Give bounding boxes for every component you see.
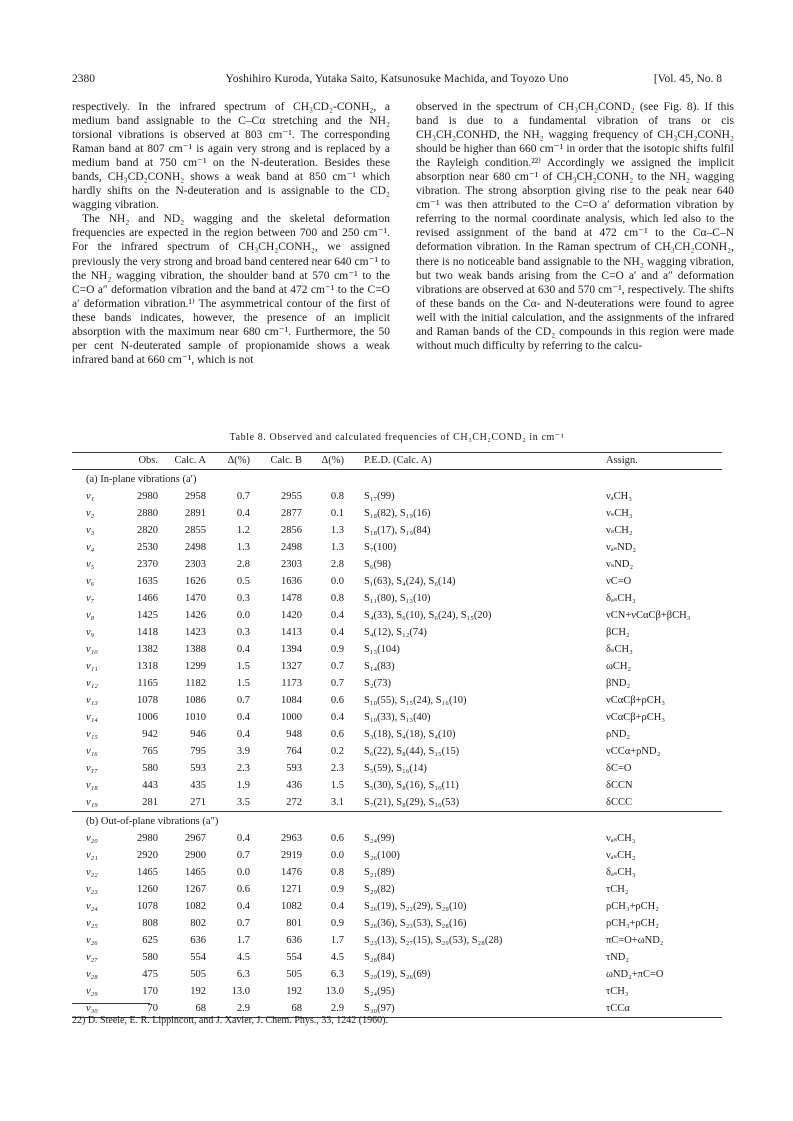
frequency-table: [72, 452, 722, 1018]
cell-assign: νₛCH₂: [606, 525, 633, 536]
cell-calc-a: 2303: [185, 559, 206, 570]
table-caption: Table 8. Observed and calculated frequencies of CH₃CH₂COND₂ in cm⁻¹: [229, 432, 565, 443]
cell-calc-b: 436: [286, 780, 302, 791]
cell-assign: ρND₂: [606, 729, 631, 740]
cell-calc-a: 2900: [185, 850, 206, 861]
cell-mode: ν₁₅: [86, 729, 98, 740]
cell-calc-b: 68: [252, 1000, 304, 1018]
cell-mode: ν₅: [86, 559, 95, 570]
col-header-assign: Assign.: [596, 453, 722, 470]
cell-calc-b: 2498: [281, 542, 302, 553]
cell-obs: 1165: [137, 678, 158, 689]
table-row: [72, 556, 722, 573]
cell-calc-a: 1426: [185, 610, 206, 621]
cell-obs: 1006: [137, 712, 158, 723]
cell-delta-b: 0.6: [330, 729, 344, 740]
cell-calc-b: 505: [286, 969, 302, 980]
cell-delta-b: 0.9: [330, 918, 344, 929]
table-row: [72, 573, 722, 590]
volume-info: [Vol. 45, No. 8: [653, 73, 722, 85]
cell-mode: ν₆: [86, 576, 95, 587]
table-header: [72, 453, 722, 470]
cell-delta-a: 2.3: [236, 763, 250, 774]
cell-mode: ν₉: [86, 627, 95, 638]
cell-calc-a: 2958: [185, 491, 206, 502]
cell-delta-b: 0.8: [330, 867, 344, 878]
cell-ped: S₁₇(99): [364, 491, 395, 502]
cell-mode: ν₄: [86, 542, 95, 553]
cell-calc-a: 1470: [185, 593, 206, 604]
cell-mode: ν₂₆: [86, 935, 98, 946]
cell-delta-a: 4.5: [236, 952, 250, 963]
cell-calc-a: 1423: [185, 627, 206, 638]
cell-assign: ρCH₃+ρCH₂: [606, 901, 659, 912]
table-row: [72, 864, 722, 881]
cell-obs: 2980: [137, 491, 158, 502]
running-header: [72, 73, 722, 89]
cell-obs: 281: [142, 797, 158, 808]
cell-calc-b: 2919: [281, 850, 302, 861]
cell-calc-b: 2856: [281, 525, 302, 536]
cell-delta-a: 3.5: [236, 797, 250, 808]
col-header-calc-b: Calc. B: [252, 453, 304, 470]
cell-mode: ν₂: [86, 508, 95, 519]
cell-calc-b: 1413: [281, 627, 302, 638]
cell-ped: S₄(12), S₁₂(74): [364, 627, 427, 638]
section-label: (a) In-plane vibrations (a′): [86, 473, 197, 485]
cell-obs: 1078: [137, 901, 158, 912]
cell-assign: νCN+νCαCβ+βCH₃: [606, 610, 691, 621]
table-row: [72, 709, 722, 726]
cell-delta-b: 0.4: [330, 610, 344, 621]
cell-delta-b: 1.3: [330, 525, 344, 536]
cell-calc-b: 1420: [281, 610, 302, 621]
cell-calc-a: 1082: [185, 901, 206, 912]
col-header-obs: Obs.: [116, 453, 160, 470]
cell-assign: δₐₛCH₃: [606, 867, 636, 878]
cell-calc-b: 2303: [281, 559, 302, 570]
cell-assign: νCCα+ρND₂: [606, 746, 661, 757]
cell-ped: S₁₈(82), S₁₉(16): [364, 508, 431, 519]
cell-calc-b: 1327: [281, 661, 302, 672]
right-paragraph-1: observed in the spectrum of CH₃CH₂COND₂ (see Fig. 8). If this band is due to a fundamental vibration of trans or cis CH₃CH₂CONHD, the NH₂ wagging frequency of CH₃CH₂CONH₂ should be higher than 660 cm⁻¹ in order that the isotopic shifts fulfil the Rayleigh condition.²²⁾ Accordingly we assigned the implicit absorption near 680 cm⁻¹ of CH₃CH₂CONH₂ to the NH₂ wagging vibration. The strong absorption giving rise to the peak near 640 cm⁻¹ was then attributed to the C=O a′ deformation vibration by referring to the normal coordinate analysis, which led also to the revised assignment of the band at 472 cm⁻¹ to the Cα–C–N deformation vibration. In the Raman spectrum of CH₃CH₂CONH₂, there is no noticeable band assignable to the NH₂ wagging vibration, but two weak bands arising from the C=O a′ and a″ deformation vibrations are observed at 630 and 570 cm⁻¹, respectively. The shifts of these bands on the Cα- and N-deuterations were found to agree well with the initial calculation, and the assignments of the infrared and Raman bands of the CD₂ compounds in this region were made without much difficulty by referring to the calcu-: [416, 101, 734, 352]
cell-calc-a: 1086: [185, 695, 206, 706]
cell-assign: νₐₛCH₂: [606, 850, 636, 861]
cell-assign: νₛND₂: [606, 559, 634, 570]
cell-calc-b: 1173: [281, 678, 302, 689]
col-header-ped: P.E.D. (Calc. A): [346, 453, 596, 470]
left-paragraph-1: respectively. In the infrared spectrum of CH₃CD₂-CONH₂, a medium band assignable to the C–Cα stretching and the NH₂ torsional vibrations is observed at 803 cm⁻¹. The corresponding Raman band at 807 cm⁻¹ is again very strong and is replaced by a medium band at 750 cm⁻¹ on the N-deuteration. Besides these bands, CH₃CD₂CONH₂ shows a weak band at 850 cm⁻¹ which hardly shifts on the N-deuteration and is assignable to the CD₂ wagging vibration.: [72, 101, 390, 212]
cell-mode: ν₁₃: [86, 695, 98, 706]
cell-delta-b: 0.8: [330, 593, 344, 604]
cell-obs: 1260: [137, 884, 158, 895]
cell-delta-a: 2.8: [236, 559, 250, 570]
section-label: (b) Out-of-plane vibrations (a″): [72, 812, 722, 831]
cell-mode: ν₁₀: [86, 644, 98, 655]
cell-delta-b: 0.0: [330, 576, 344, 587]
cell-mode: ν₃₀: [72, 1000, 116, 1018]
cell-calc-a: 946: [190, 729, 206, 740]
cell-calc-a: 271: [190, 797, 206, 808]
table-row: [72, 488, 722, 505]
cell-assign: νC=O: [606, 576, 632, 587]
cell-ped: S₂₃(13), S₂₇(15), S₂₉(53), S₂₈(28): [364, 935, 503, 946]
cell-ped: S₁₄(83): [364, 661, 395, 672]
cell-assign: πC=O+ωND₂: [606, 935, 664, 946]
cell-calc-a: 435: [190, 780, 206, 791]
cell-delta-a: 0.0: [236, 610, 250, 621]
cell-obs: 580: [142, 763, 158, 774]
cell-mode: ν₂₃: [86, 884, 98, 895]
section-in-plane: [72, 470, 722, 812]
table-row: [72, 777, 722, 794]
cell-mode: ν₃: [86, 525, 95, 536]
cell-calc-b: 636: [286, 935, 302, 946]
left-column: [72, 100, 390, 367]
cell-delta-b: 1.3: [330, 542, 344, 553]
cell-ped: S₁₀(55), S₁₅(24), S₁₆(10): [364, 695, 467, 706]
cell-delta-b: 3.1: [330, 797, 344, 808]
table-row: [72, 760, 722, 777]
cell-mode: ν₂₄: [86, 901, 98, 912]
table-row: [72, 726, 722, 743]
cell-assign: νₐₛND₂: [606, 542, 636, 553]
cell-calc-a: 795: [190, 746, 206, 757]
table-row: [72, 915, 722, 932]
cell-obs: 2880: [137, 508, 158, 519]
cell-mode: ν₁₄: [86, 712, 98, 723]
cell-ped: S₆(98): [364, 559, 391, 570]
cell-ped: S₂₆(36), S₂₃(53), S₂₈(16): [364, 918, 467, 929]
cell-calc-a: 593: [190, 763, 206, 774]
cell-calc-a: 505: [190, 969, 206, 980]
cell-delta-b: 2.3: [330, 763, 344, 774]
cell-obs: 625: [142, 935, 158, 946]
cell-delta-a: 0.7: [236, 850, 250, 861]
cell-ped: S₃₀(97): [346, 1000, 596, 1018]
table-row: [72, 830, 722, 847]
cell-delta-b: 0.8: [330, 491, 344, 502]
cell-obs: 2920: [137, 850, 158, 861]
cell-mode: ν₂₇: [86, 952, 98, 963]
cell-delta-a: 0.5: [236, 576, 250, 587]
cell-calc-b: 192: [286, 986, 302, 997]
cell-mode: ν₂₉: [86, 986, 98, 997]
cell-delta-b: 0.0: [330, 850, 344, 861]
cell-delta-b: 2.9: [304, 1000, 346, 1018]
cell-mode: ν₂₂: [86, 867, 98, 878]
cell-mode: ν₂₈: [86, 969, 98, 980]
cell-ped: S₇(21), S₈(29), S₁₆(53): [364, 797, 460, 808]
cell-assign: δC=O: [606, 763, 632, 774]
cell-delta-b: 0.4: [330, 712, 344, 723]
cell-delta-a: 3.9: [236, 746, 250, 757]
cell-obs: 765: [142, 746, 158, 757]
cell-delta-a: 0.4: [236, 712, 250, 723]
cell-obs: 2370: [137, 559, 158, 570]
cell-ped: S₆(22), S₈(44), S₁₅(15): [364, 746, 460, 757]
cell-calc-b: 272: [286, 797, 302, 808]
cell-ped: S₂₄(95): [364, 986, 395, 997]
table-row: [72, 932, 722, 949]
cell-calc-b: 764: [286, 746, 302, 757]
cell-calc-a: 636: [190, 935, 206, 946]
cell-delta-b: 0.9: [330, 644, 344, 655]
cell-assign: νₐₛCH₃: [606, 833, 636, 844]
cell-delta-b: 0.7: [330, 661, 344, 672]
cell-obs: 1418: [137, 627, 158, 638]
cell-assign: νₛCH₃: [606, 508, 633, 519]
cell-calc-a: 554: [190, 952, 206, 963]
table-row: [72, 743, 722, 760]
table-row: [72, 624, 722, 641]
cell-calc-b: 1394: [281, 644, 302, 655]
cell-delta-a: 1.7: [236, 935, 250, 946]
table-row: [72, 898, 722, 915]
cell-assign: νₐCH₃: [606, 491, 632, 502]
cell-delta-b: 4.5: [330, 952, 344, 963]
cell-calc-a: 2855: [185, 525, 206, 536]
cell-obs: 2820: [137, 525, 158, 536]
cell-ped: S₂₄(99): [364, 833, 395, 844]
cell-assign: δCCN: [606, 780, 633, 791]
table-row: [72, 983, 722, 1000]
cell-ped: S₁(63), S₄(24), S₆(14): [364, 576, 456, 587]
cell-ped: S₁₈(17), S₁₉(84): [364, 525, 431, 536]
footnote: 22) D. Steele, E. R. Lippincott, and J. Xavier, J. Chem. Phys., 33, 1242 (1960).: [72, 1015, 388, 1026]
cell-obs: 2980: [137, 833, 158, 844]
col-header-calc-a: Calc. A: [160, 453, 208, 470]
cell-assign: βCH₂: [606, 627, 630, 638]
cell-calc-a: 1465: [185, 867, 206, 878]
footnote-rule: [72, 1003, 150, 1004]
cell-calc-a: 192: [190, 986, 206, 997]
right-column: [416, 100, 734, 353]
cell-calc-a: 1299: [185, 661, 206, 672]
cell-calc-b: 948: [286, 729, 302, 740]
cell-calc-b: 2877: [281, 508, 302, 519]
cell-delta-b: 0.6: [330, 695, 344, 706]
cell-calc-b: 1476: [281, 867, 302, 878]
cell-obs: 580: [142, 952, 158, 963]
cell-delta-a: 0.0: [236, 867, 250, 878]
cell-delta-b: 1.7: [330, 935, 344, 946]
cell-calc-a: 1388: [185, 644, 206, 655]
table-row: [72, 522, 722, 539]
cell-ped: S₂₉(82): [364, 884, 395, 895]
cell-obs: 170: [142, 986, 158, 997]
cell-calc-b: 2955: [281, 491, 302, 502]
cell-mode: ν₁₆: [86, 746, 98, 757]
cell-delta-a: 0.4: [236, 901, 250, 912]
table-row: [72, 607, 722, 624]
cell-delta-a: 1.2: [236, 525, 250, 536]
table-row: [72, 505, 722, 522]
page-number: 2380: [72, 73, 95, 85]
cell-ped: S₁₁(80), S₁₃(10): [364, 593, 431, 604]
cell-delta-b: 1.5: [330, 780, 344, 791]
cell-mode: ν₈: [86, 610, 95, 621]
cell-delta-a: 2.9: [208, 1000, 252, 1018]
cell-delta-a: 0.7: [236, 491, 250, 502]
cell-ped: S₇(100): [364, 542, 397, 553]
cell-ped: S₁₃(104): [364, 644, 400, 655]
cell-mode: ν₁₇: [86, 763, 98, 774]
cell-delta-b: 0.1: [330, 508, 344, 519]
cell-assign: τND₂: [606, 952, 630, 963]
cell-calc-b: 1084: [281, 695, 302, 706]
cell-calc-b: 2963: [281, 833, 302, 844]
cell-delta-a: 0.4: [236, 729, 250, 740]
cell-mode: ν₁₂: [86, 678, 98, 689]
cell-assign: δₐₛCH₃: [606, 593, 636, 604]
cell-calc-a: 802: [190, 918, 206, 929]
cell-obs: 475: [142, 969, 158, 980]
cell-delta-a: 1.9: [236, 780, 250, 791]
cell-calc-b: 1082: [281, 901, 302, 912]
cell-calc-b: 1636: [281, 576, 302, 587]
table-row: [72, 590, 722, 607]
cell-obs: 1078: [137, 695, 158, 706]
cell-assign: δCCC: [606, 797, 632, 808]
cell-calc-b: 554: [286, 952, 302, 963]
cell-ped: S₁₀(33), S₁₃(40): [364, 712, 431, 723]
cell-calc-b: 1478: [281, 593, 302, 604]
cell-obs: 1382: [137, 644, 158, 655]
cell-ped: S₂(73): [364, 678, 391, 689]
cell-mode: ν₁₉: [86, 797, 98, 808]
cell-calc-a: 2891: [185, 508, 206, 519]
cell-obs: 1635: [137, 576, 158, 587]
cell-delta-a: 1.5: [236, 661, 250, 672]
table-row: [72, 539, 722, 556]
cell-delta-a: 6.3: [236, 969, 250, 980]
cell-delta-a: 0.3: [236, 627, 250, 638]
cell-calc-b: 801: [286, 918, 302, 929]
cell-obs: 1318: [137, 661, 158, 672]
cell-delta-a: 0.7: [236, 918, 250, 929]
table-row: [72, 641, 722, 658]
table-row: [72, 658, 722, 675]
running-authors: Yoshihiro Kuroda, Yutaka Saito, Katsunosuke Machida, and Toyozo Uno: [225, 73, 569, 85]
cell-obs: 1425: [137, 610, 158, 621]
cell-calc-a: 1182: [185, 678, 206, 689]
cell-delta-b: 0.9: [330, 884, 344, 895]
cell-ped: S₃(18), S₄(18), S₄(10): [364, 729, 456, 740]
cell-delta-a: 1.5: [236, 678, 250, 689]
cell-ped: S₂₆(100): [364, 850, 400, 861]
cell-calc-b: 1000: [281, 712, 302, 723]
cell-ped: S₂₆(19), S₂₂(29), S₂₉(10): [364, 901, 467, 912]
cell-calc-a: 2967: [185, 833, 206, 844]
section-out-of-plane: [72, 812, 722, 1018]
cell-mode: ν₂₀: [86, 833, 98, 844]
cell-assign: νCαCβ+ρCH₃: [606, 695, 666, 706]
cell-ped: S₂₁(89): [364, 867, 395, 878]
cell-delta-a: 1.3: [236, 542, 250, 553]
cell-delta-b: 13.0: [325, 986, 344, 997]
cell-delta-b: 0.7: [330, 678, 344, 689]
cell-assign: τCCα: [596, 1000, 722, 1018]
cell-mode: ν₂₅: [86, 918, 98, 929]
cell-delta-a: 13.0: [231, 986, 250, 997]
cell-assign: τCH₃: [606, 986, 629, 997]
cell-obs: 1466: [137, 593, 158, 604]
table-row: [72, 966, 722, 983]
cell-assign: τCH₂: [606, 884, 629, 895]
table-row: [72, 949, 722, 966]
table-row: [72, 847, 722, 864]
cell-calc-b: 1271: [281, 884, 302, 895]
cell-calc-a: 1626: [185, 576, 206, 587]
cell-delta-b: 0.4: [330, 901, 344, 912]
cell-ped: S₂₈(84): [364, 952, 395, 963]
col-header-delta-b: Δ(%): [304, 453, 346, 470]
cell-mode: ν₁₁: [86, 661, 98, 672]
left-paragraph-2: The NH₂ and ND₂ wagging and the skeletal deformation frequencies are expected in the region between 700 and 250 cm⁻¹. For the infrared spectrum of CH₃CH₂CONH₂, we assigned previously the very strong and broad band centered near 640 cm⁻¹ to the NH₂ wagging vibration, the shoulder band at 570 cm⁻¹ to the C=O a″ deformation vibration and the band at 472 cm⁻¹ to the C=O a′ deformation vibration.¹⁾ The asymmetrical contour of the first of these bands indicates, however, the presence of an implicit absorption with the maximum near 680 cm⁻¹. Furthermore, the 50 per cent N-deuterated sample of propionamide shows a weak infrared band at 660 cm⁻¹, which is not: [72, 213, 390, 366]
cell-assign: ωCH₂: [606, 661, 632, 672]
cell-delta-a: 0.3: [236, 593, 250, 604]
cell-assign: νCαCβ+ρCH₃: [606, 712, 666, 723]
cell-ped: S₂₉(19), S₂₆(69): [364, 969, 431, 980]
cell-mode: ν₁: [86, 491, 95, 502]
cell-delta-b: 0.6: [330, 833, 344, 844]
cell-assign: δₛCH₃: [606, 644, 633, 655]
cell-obs: 942: [142, 729, 158, 740]
col-header-delta-a: Δ(%): [208, 453, 252, 470]
cell-delta-b: 0.2: [330, 746, 344, 757]
cell-obs: 70: [116, 1000, 160, 1018]
cell-obs: 1465: [137, 867, 158, 878]
cell-calc-a: 1267: [185, 884, 206, 895]
table-row: [72, 675, 722, 692]
cell-calc-b: 593: [286, 763, 302, 774]
cell-mode: ν₇: [86, 593, 95, 604]
cell-delta-a: 0.7: [236, 695, 250, 706]
cell-ped: S₅(30), S₈(16), S₁₆(11): [364, 780, 459, 791]
cell-obs: 808: [142, 918, 158, 929]
cell-assign: βND₂: [606, 678, 631, 689]
cell-mode: ν₁₈: [86, 780, 98, 791]
cell-ped: S₅(59), S₁₆(14): [364, 763, 427, 774]
table-row: [72, 692, 722, 709]
cell-assign: ρCH₃+ρCH₂: [606, 918, 659, 929]
cell-calc-a: 68: [160, 1000, 208, 1018]
cell-delta-b: 0.4: [330, 627, 344, 638]
cell-delta-a: 0.6: [236, 884, 250, 895]
col-header-mode: [72, 453, 116, 470]
cell-obs: 443: [142, 780, 158, 791]
cell-delta-b: 2.8: [330, 559, 344, 570]
cell-delta-a: 0.4: [236, 644, 250, 655]
cell-assign: ωND₂+πC=O: [606, 969, 664, 980]
cell-calc-a: 2498: [185, 542, 206, 553]
cell-ped: S₄(33), S₆(10), S₆(24), S₁₅(20): [364, 610, 492, 621]
table-row: [72, 794, 722, 812]
cell-delta-a: 0.4: [236, 833, 250, 844]
cell-calc-a: 1010: [185, 712, 206, 723]
cell-delta-a: 0.4: [236, 508, 250, 519]
cell-delta-b: 6.3: [330, 969, 344, 980]
cell-obs: 2530: [137, 542, 158, 553]
cell-mode: ν₂₁: [86, 850, 98, 861]
table-row: [72, 881, 722, 898]
